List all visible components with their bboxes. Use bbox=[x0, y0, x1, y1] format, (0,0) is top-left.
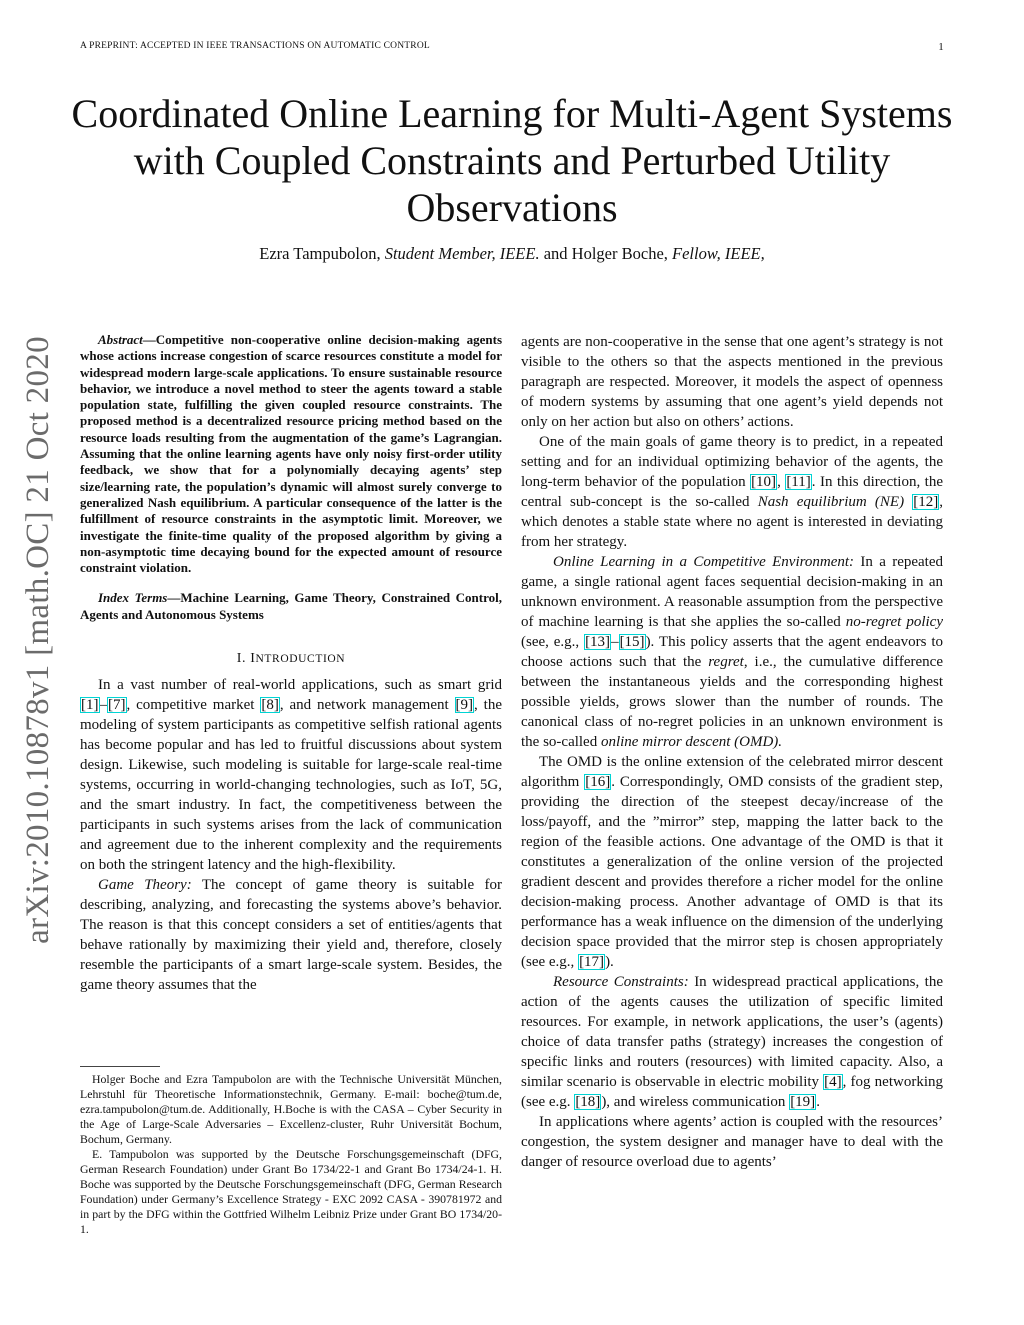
author-2-role: Fellow, IEEE, bbox=[672, 244, 765, 263]
paragraph-heading: Resource Constraints: bbox=[553, 974, 689, 990]
citation-link[interactable]: [9] bbox=[455, 697, 474, 714]
left-column bbox=[80, 332, 502, 995]
citation-link[interactable]: [12] bbox=[913, 494, 939, 510]
intro-paragraph-1: In a vast number of real-world applications, such as smart grid [1]–[7], competitive market [8], and network management [9], the modeling of system participants as competitive selfish rational agents has become popular and has led to fruitful discussions about system design. Likewise, such modeling is suitable for large-scale real-time systems, occurring in world-changing technologies, such as IoT, 5G, and the smart industry. In fact, the competitiveness between the participants in such systems arises from the lack of communication and agreement due to the inherent complexity and the requirements on both the stringent latency and the high-flexibility. bbox=[80, 677, 502, 874]
right-paragraph-last: In applications where agents’ action is coupled with the resources’ congestion, the system designer and manager have to deal with the danger of resource overload due to agents’ bbox=[521, 1114, 943, 1170]
resource-constraints-paragraph: Resource Constraints: In widespread practical applications, the action of the agents causes the utilization of specific limited resources. For example, in network applications, the user’s (agents) choice of data transfer paths (strategy) increases the congestion of specific links and routers (resources) with limited capacity. Also, a similar scenario is observable in electric mobility [4], fog networking (see e.g. [18]), and wireless communication [19]. bbox=[521, 974, 943, 1110]
citation-link[interactable]: [18] bbox=[575, 1094, 601, 1110]
right-paragraph-2: One of the main goals of game theory is to predict, in a repeated setting and for an individual optimizing behavior of the agents, the long-term behavior of the population [10], [11]. In this direction, the central sub-concept is the so-called Nash equilibrium (NE) [12], which denotes a stable state where no agent is interested in deviating from her strategy. bbox=[521, 434, 944, 550]
footnote-affiliation: Holger Boche and Ezra Tampubolon are with the Technische Universität München, Lehrstuhl für Theoretische Informationstechnik, Germany. E-mail: boche@tum.de, ezra.tampubolon@tum.de. Additionally, H.Boche is with the CASA – Cyber Security in the Age of Large-Scale Adversaries – Excellenz-cluster, Ruhr Universität Bochum, Bochum, Germany. bbox=[80, 1072, 502, 1146]
right-paragraph-1: agents are non-cooperative in the sense that one agent’s strategy is not visible to the others so that the aspects mentioned in the previous paragraph are respected. Moreover, it models the aspect of openness of modern systems by assuming that one agent’s yield depends not only on her action but also on others’ actions. bbox=[521, 334, 943, 430]
author-1-name: Ezra Tampubolon, bbox=[259, 244, 381, 263]
citation-link[interactable]: [13] bbox=[585, 634, 611, 650]
author-1-role: Student Member, IEEE. bbox=[384, 244, 540, 263]
running-head bbox=[80, 41, 944, 55]
citation-link[interactable]: [17] bbox=[579, 954, 605, 970]
abstract-label: Abstract bbox=[98, 332, 143, 347]
paragraph-heading: Online Learning in a Competitive Environment: bbox=[553, 554, 855, 570]
citation-link[interactable]: [19] bbox=[790, 1094, 816, 1110]
index-terms bbox=[80, 590, 502, 623]
citation-link[interactable]: [10] bbox=[751, 474, 777, 490]
game-theory-paragraph: Game Theory: The concept of game theory is suitable for describing, analyzing, and forecasting the systems above’s behavior. The reason is that this concept considers a set of entities/agents that behave rationally by maximizing their yield and, therefore, closely resemble the participants of a smart large-scale system. Besides, the game theory assumes that the bbox=[80, 877, 502, 994]
page-number: 1 bbox=[938, 41, 944, 53]
omd-paragraph: The OMD is the online extension of the celebrated mirror descent algorithm [16]. Correspondingly, OMD consists of the gradient step, providing the direction of the steepest decay/increase of the loss/payoff, and the ”mirror” step, mapping the latter back to the region of the feasible actions. One advantage of the OMD is that it constitutes a generalization of the online version of the projected gradient descent and provides therefore a richer model for the online decision-making process. Another advantage of OMD is that its performance has a weak influence on the dimension of the underlying decision space provided that the mirror step is chosen appropriately (see e.g., [17]). bbox=[521, 754, 943, 970]
citation-link[interactable]: [15] bbox=[619, 634, 645, 650]
footnote-divider bbox=[80, 1066, 160, 1067]
citation-link[interactable]: [8] bbox=[261, 697, 279, 714]
right-column bbox=[521, 332, 943, 1172]
online-learning-paragraph: Online Learning in a Competitive Environment: In a repeated game, a single rational agent faces sequential decision-making in an unknown environment. A reasonable assumption from the perspective of machine learning is that she applies the so-called no-regret policy (see, e.g., [13]–[15]). This policy asserts that the agent endeavors to choose actions such that the regret, i.e., the cumulative difference between the instantaneous yields and the corresponding highest possible yields, grows slower than the number of rounds. The canonical class of no-regret policies in an unknown environment is the so-called online mirror descent (OMD). bbox=[521, 554, 943, 750]
citation-link[interactable]: [4] bbox=[824, 1074, 842, 1090]
index-terms-text: —Machine Learning, Game Theory, Constrained Control, Agents and Autonomous Systems bbox=[80, 590, 503, 622]
footnote-funding: E. Tampubolon was supported by the Deutsche Forschungsgemeinschaft (DFG, German Research Foundation) under Grant Bo 1734/22-1 and Grant Bo 1734/24-1. H. Boche was supported by the Deutsche Forschungsgemeinschaft (DFG, German Research Foundation) under Germany’s Excellence Strategy - EXC 2092 CASA - 390781972 and in part by the DFG within the Gottfried Wilhelm Leibniz Prize under Grant BO 1734/20-1. bbox=[80, 1147, 502, 1236]
paper-title: Coordinated Online Learning for Multi-Agent Systems with Coupled Constraints and Perturbed Utility Observations bbox=[71, 91, 953, 230]
footnotes bbox=[80, 1072, 502, 1237]
citation-link[interactable]: [16] bbox=[585, 774, 611, 790]
paragraph-heading: Game Theory: bbox=[98, 877, 192, 894]
author-line bbox=[60, 244, 964, 264]
author-2-name: and Holger Boche, bbox=[543, 244, 668, 263]
abstract-text: —Competitive non-cooperative online decision-making agents whose actions increase congestion of scarce resources constitute a model for widespread modern large-scale applications. To ensure sustainable resource behavior, we introduce a novel method to steer the agents toward a stable population state, fulfilling the given coupled resource constraints. The proposed method is a decentralized resource pricing method based on the resource loads resulting from the augmentation of the game’s Lagrangian. Assuming that the online learning agents have only noisy first-order utility feedback, we show that for a polynomially decaying agents’ step size/learning rate, the population’s dynamic will almost surely converge to generalized Nash equilibrium. A particular consequence of the latter is the fulfillment of resource constraints in the asymptotic limit. Moreover, we investigate the finite-time quality of the proposed algorithm by giving a non-asymptotic time decaying bound for the expected amount of resource constraint violation. bbox=[80, 332, 502, 576]
citation-link[interactable]: [1] bbox=[81, 697, 99, 714]
citation-link[interactable]: [11] bbox=[786, 474, 811, 490]
arxiv-identifier-stamp: arXiv:2010.10878v1 [math.OC] 21 Oct 2020 bbox=[20, 336, 56, 944]
citation-link[interactable]: [7] bbox=[108, 697, 126, 714]
abstract bbox=[80, 332, 502, 576]
section-heading-introduction: I. INTRODUCTION bbox=[236, 651, 346, 667]
index-terms-label: Index Terms bbox=[98, 590, 168, 606]
running-head-journal: A PREPRINT: ACCEPTED IN IEEE TRANSACTIONS ON AUTOMATIC CONTROL bbox=[80, 41, 430, 51]
